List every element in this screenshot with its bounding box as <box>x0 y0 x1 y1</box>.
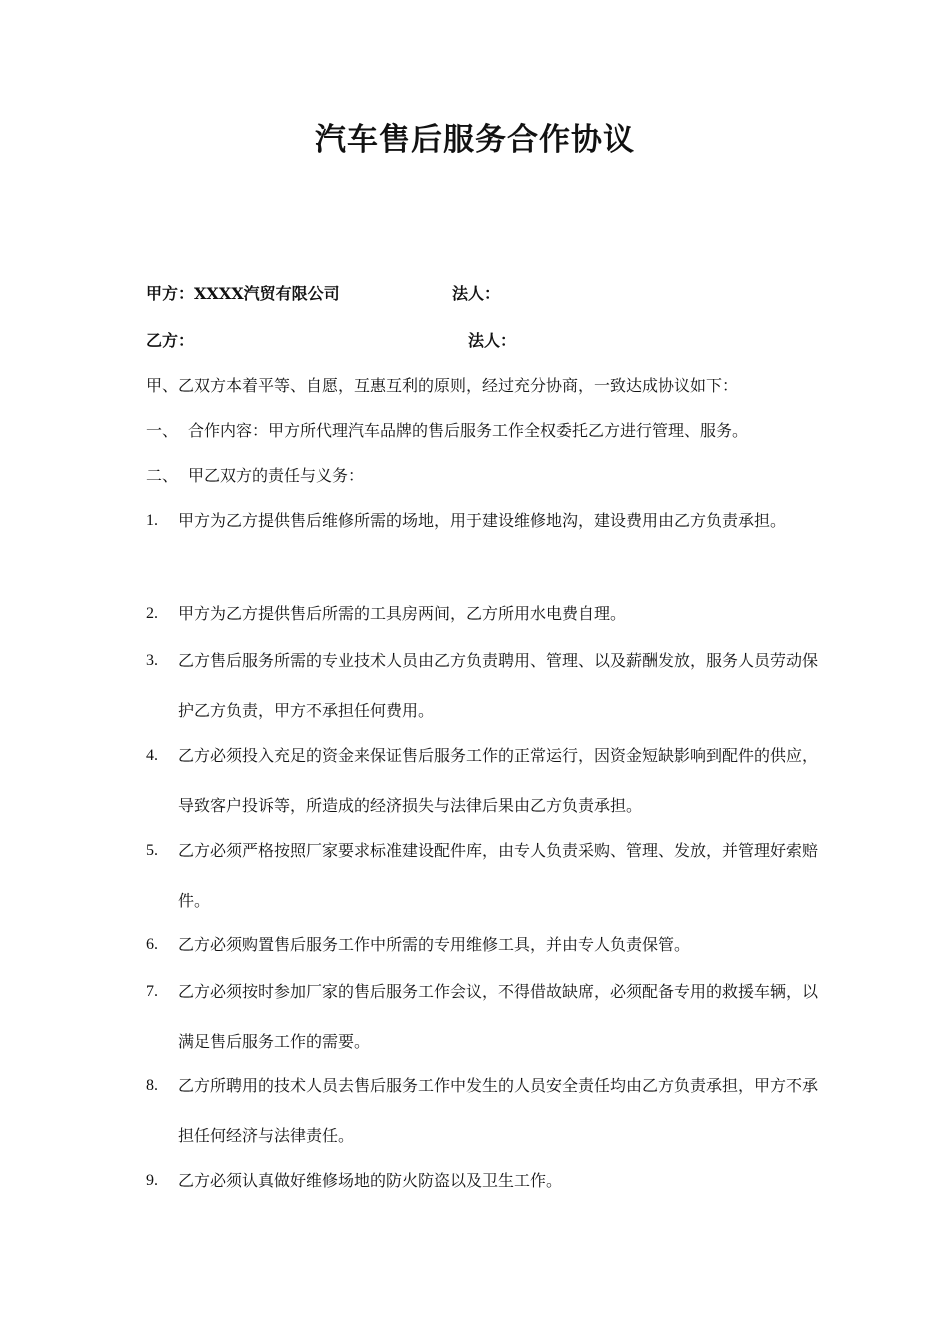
intro-paragraph: 甲、乙双方本着平等、自愿，互惠互利的原则，经过充分协商，一致达成协议如下： <box>146 376 739 395</box>
section-2-text: 甲乙双方的责任与义务： <box>188 466 365 485</box>
list-item-number: 3. <box>146 652 158 669</box>
list-item-number: 6. <box>146 936 158 953</box>
list-item-text: 乙方必须严格按照厂家要求标准建设配件库，由专人负责采购、管理、发放，并管理好索赔件。 <box>178 841 819 910</box>
party-b-line <box>146 328 517 354</box>
list-item-number: 5. <box>146 842 158 859</box>
list-item-number: 4. <box>146 747 158 764</box>
list-item-text: 乙方必须投入充足的资金来保证售后服务工作的正常运行，因资金短缺影响到配件的供应，导致客户投诉等，所造成的经济损失与法律后果由乙方负责承担。 <box>178 746 819 815</box>
party-a-label: 甲方：XXXX汽贸有限公司 <box>146 284 340 303</box>
list-item-text: 乙方所聘用的技术人员去售后服务工作中发生的人员安全责任均由乙方负责承担，甲方不承担任何经济与法律责任。 <box>178 1076 819 1145</box>
party-b-label: 乙方： <box>146 331 195 350</box>
list-item-text: 甲方为乙方提供售后所需的工具房两间，乙方所用水电费自理。 <box>178 604 627 623</box>
party-b-rep: 法人： <box>468 331 517 350</box>
list-item-number: 2. <box>146 605 158 622</box>
party-a-line <box>146 281 501 307</box>
list-item-number: 9. <box>146 1172 158 1189</box>
list-item-number: 7. <box>146 983 158 1000</box>
list-item-text: 乙方售后服务所需的专业技术人员由乙方负责聘用、管理、以及薪酬发放，服务人员劳动保护乙方负责，甲方不承担任何费用。 <box>178 651 819 720</box>
list-item-text: 乙方必须认真做好维修场地的防火防盗以及卫生工作。 <box>178 1171 563 1190</box>
document-title: 汽车售后服务合作协议 <box>315 122 635 158</box>
section-1-number: 一、 <box>146 421 179 440</box>
list-item-text: 乙方必须按时参加厂家的售后服务工作会议，不得借故缺席，必须配备专用的救援车辆，以满足售后服务工作的需要。 <box>178 982 819 1051</box>
list-item-number: 8. <box>146 1077 158 1094</box>
section-1-text: 合作内容：甲方所代理汽车品牌的售后服务工作全权委托乙方进行管理、服务。 <box>188 421 749 440</box>
section-2-number: 二、 <box>146 466 179 485</box>
list-item-text: 甲方为乙方提供售后维修所需的场地，用于建设维修地沟，建设费用由乙方负责承担。 <box>178 511 787 530</box>
list-item-text: 乙方必须购置售后服务工作中所需的专用维修工具，并由专人负责保管。 <box>178 935 691 954</box>
section-1 <box>146 418 748 444</box>
party-a-rep: 法人： <box>452 284 501 303</box>
section-2 <box>146 463 364 489</box>
list-item-number: 1. <box>146 512 158 529</box>
